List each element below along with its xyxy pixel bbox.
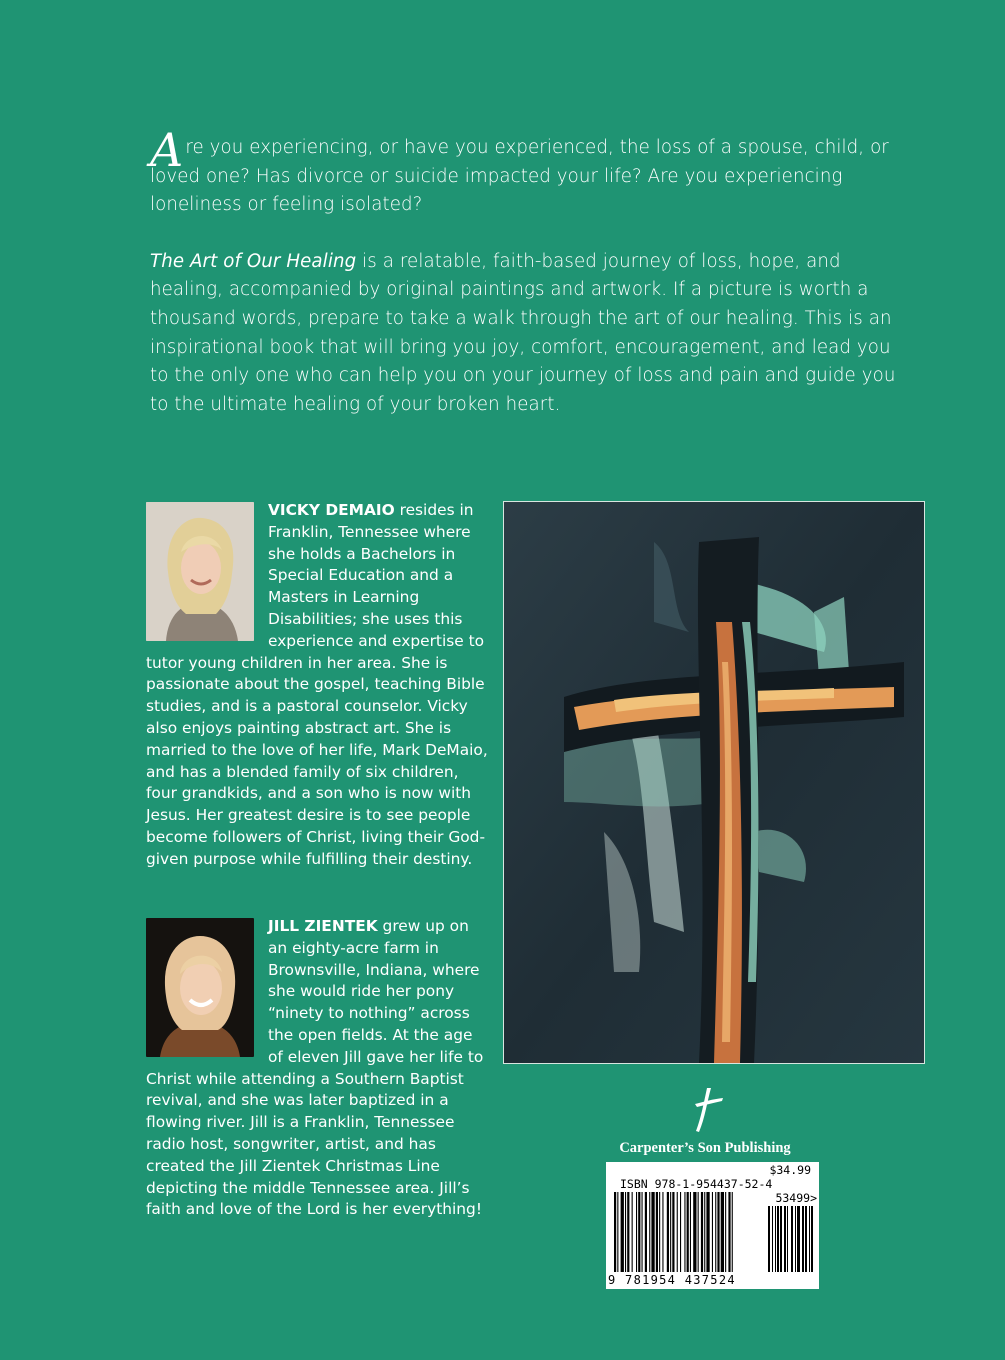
author-bio-text-jill: grew up on an eighty-acre farm in Brownsville, Indiana, where she would ride her pony “ninety to nothing” across the open fields. At the age of eleven Jill gave her life to Christ while attending a Southern Baptist revival, and she was later baptized in a flowing river. Jill is a Franklin, Tennessee radio host, songwriter, artist, and has created the Jill Zientek Christmas Line depicting the middle Tennessee area. Jill’s faith and love of the Lord is her everything! — [146, 917, 484, 1219]
barcode-digits: 9 781954 437524 — [608, 1273, 736, 1287]
cross-painting — [503, 501, 925, 1064]
author-photo-vicky — [146, 502, 254, 641]
author-name-vicky: VICKY DEMAIO — [268, 501, 395, 519]
author-photo-jill — [146, 918, 254, 1057]
cross-logo-icon — [685, 1086, 725, 1134]
blurb — [150, 123, 910, 447]
publisher-name: Carpenter’s Son Publishing — [619, 1140, 791, 1156]
isbn-barcode — [606, 1162, 819, 1289]
book-title: The Art of Our Healing — [150, 250, 357, 272]
author-bio-text-vicky: resides in Franklin, Tennessee where she holds a Bachelors in Special Education and a Masters in Learning Disabilities; she uses this experience and expertise to tutor young children in her area. She is passionate about the gospel, teaching Bible studies, and is a pastoral counselor. Vicky also enjoys painting abstract art. She is married to the love of her life, Mark DeMaio, and has a blended family of six children, four grandkids, and a son who is now with Jesus. Her greatest desire is to see people become followers of Christ, living their God-given purpose while fulfilling their destiny. — [146, 501, 488, 868]
author-bio-jill — [146, 916, 492, 1221]
author-name-jill: JILL ZIENTEK — [268, 917, 378, 935]
author-bio-vicky — [146, 500, 492, 871]
publisher-block — [600, 1086, 810, 1157]
blurb-text-2: is a relatable, faith-based journey of loss, hope, and healing, accompanied by original paintings and artwork. If a picture is worth a thousand words, prepare to take a walk through the art of our healing. This is an inspirational book that will bring you joy, comfort, encouragement, and lead you to the only one who can help you on your journey of loss and pain and guide you to the ultimate healing of your broken heart. — [150, 250, 896, 415]
blurb-paragraph-2 — [150, 248, 910, 420]
price: $34.99 — [769, 1163, 811, 1177]
barcode-bars — [612, 1192, 817, 1286]
blurb-paragraph-1 — [150, 123, 910, 220]
drop-cap: A — [150, 123, 184, 177]
price-addon-code: 53499> — [775, 1191, 817, 1205]
isbn-number: ISBN 978-1-954437-52-4 — [620, 1177, 773, 1191]
blurb-text-1: re you experiencing, or have you experienced, the loss of a spouse, child, or loved one? Has divorce or suicide impacted your life? Are you experiencing loneliness or feeling isolated? — [150, 137, 889, 216]
